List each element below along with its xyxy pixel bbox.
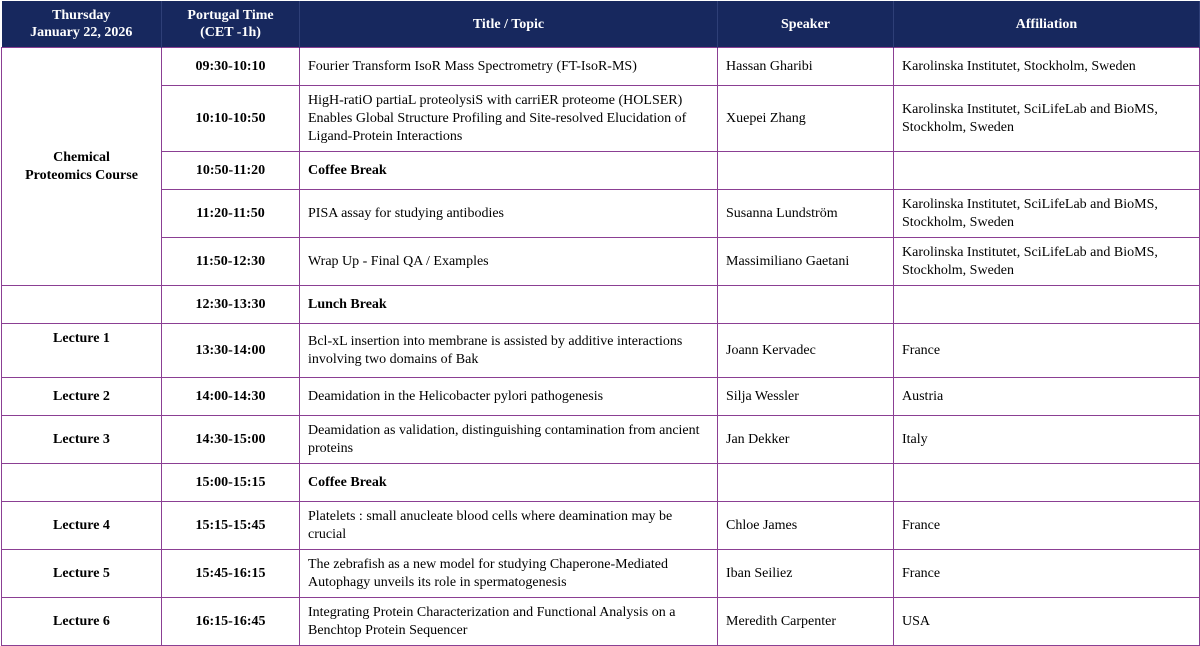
speaker-cell: Xuepei Zhang xyxy=(718,86,894,152)
speaker-cell: Susanna Lundström xyxy=(718,190,894,238)
topic-cell: Deamidation as validation, distinguishing contamination from ancient proteins xyxy=(300,416,718,464)
speaker-cell: Jan Dekker xyxy=(718,416,894,464)
header-topic: Title / Topic xyxy=(300,1,718,48)
speaker-cell: Joann Kervadec xyxy=(718,324,894,378)
affiliation-cell xyxy=(894,286,1200,324)
topic-cell: Platelets : small anucleate blood cells where deamination may be crucial xyxy=(300,502,718,550)
topic-cell: Bcl-xL insertion into membrane is assisted by additive interactions involving two domains of Bak xyxy=(300,324,718,378)
time-cell: 15:00-15:15 xyxy=(162,464,300,502)
affiliation-cell xyxy=(894,152,1200,190)
time-cell: 11:50-12:30 xyxy=(162,238,300,286)
topic-cell: Wrap Up - Final QA / Examples xyxy=(300,238,718,286)
header-day: Thursday January 22, 2026 xyxy=(2,1,162,48)
affiliation-cell: Karolinska Institutet, SciLifeLab and BioMS, Stockholm, Sweden xyxy=(894,86,1200,152)
topic-cell: The zebrafish as a new model for studying Chaperone-Mediated Autophagy unveils its role in spermatogenesis xyxy=(300,550,718,598)
header-time: Portugal Time (CET -1h) xyxy=(162,1,300,48)
session-cell-chemical-proteomics: Chemical Proteomics Course xyxy=(2,48,162,286)
speaker-cell: Hassan Gharibi xyxy=(718,48,894,86)
affiliation-cell: France xyxy=(894,502,1200,550)
time-cell: 15:45-16:15 xyxy=(162,550,300,598)
table-row xyxy=(2,378,1200,416)
session-cell: Lecture 5 xyxy=(2,550,162,598)
time-cell: 11:20-11:50 xyxy=(162,190,300,238)
time-cell: 15:15-15:45 xyxy=(162,502,300,550)
topic-cell: Fourier Transform IsoR Mass Spectrometry (FT-IsoR-MS) xyxy=(300,48,718,86)
affiliation-cell: USA xyxy=(894,598,1200,646)
session-cell: Lecture 3 xyxy=(2,416,162,464)
time-cell: 10:10-10:50 xyxy=(162,86,300,152)
table-row xyxy=(2,550,1200,598)
affiliation-cell xyxy=(894,464,1200,502)
table-row xyxy=(2,152,1200,190)
time-cell: 13:30-14:00 xyxy=(162,324,300,378)
break-cell: Coffee Break xyxy=(300,464,718,502)
time-cell: 14:00-14:30 xyxy=(162,378,300,416)
session-cell: Lecture 6 xyxy=(2,598,162,646)
affiliation-cell: France xyxy=(894,324,1200,378)
session-cell: Lecture 1 xyxy=(2,324,162,378)
time-cell: 12:30-13:30 xyxy=(162,286,300,324)
table-row xyxy=(2,238,1200,286)
header-affiliation: Affiliation xyxy=(894,1,1200,48)
affiliation-cell: Karolinska Institutet, SciLifeLab and BioMS, Stockholm, Sweden xyxy=(894,238,1200,286)
header-speaker: Speaker xyxy=(718,1,894,48)
time-cell: 14:30-15:00 xyxy=(162,416,300,464)
topic-cell: HigH-ratiO partiaL proteolysiS with carriER proteome (HOLSER) Enables Global Structure Profiling and Site-resolved Elucidation of Ligand-Protein Interactions xyxy=(300,86,718,152)
speaker-cell: Iban Seiliez xyxy=(718,550,894,598)
table-row xyxy=(2,286,1200,324)
table-row xyxy=(2,86,1200,152)
header-row xyxy=(2,1,1200,48)
time-cell: 09:30-10:10 xyxy=(162,48,300,86)
speaker-cell: Chloe James xyxy=(718,502,894,550)
topic-cell: Integrating Protein Characterization and Functional Analysis on a Benchtop Protein Sequencer xyxy=(300,598,718,646)
table-row xyxy=(2,324,1200,378)
speaker-cell xyxy=(718,464,894,502)
speaker-cell: Massimiliano Gaetani xyxy=(718,238,894,286)
speaker-cell: Silja Wessler xyxy=(718,378,894,416)
affiliation-cell: Austria xyxy=(894,378,1200,416)
session-cell xyxy=(2,464,162,502)
break-cell: Lunch Break xyxy=(300,286,718,324)
topic-cell: PISA assay for studying antibodies xyxy=(300,190,718,238)
table-row xyxy=(2,502,1200,550)
affiliation-cell: Karolinska Institutet, SciLifeLab and BioMS, Stockholm, Sweden xyxy=(894,190,1200,238)
speaker-cell xyxy=(718,286,894,324)
table-row xyxy=(2,48,1200,86)
speaker-cell: Meredith Carpenter xyxy=(718,598,894,646)
session-cell xyxy=(2,286,162,324)
session-cell: Lecture 4 xyxy=(2,502,162,550)
speaker-cell xyxy=(718,152,894,190)
table-row xyxy=(2,416,1200,464)
affiliation-cell: Karolinska Institutet, Stockholm, Sweden xyxy=(894,48,1200,86)
topic-cell: Deamidation in the Helicobacter pylori pathogenesis xyxy=(300,378,718,416)
schedule-table xyxy=(1,1,1200,646)
affiliation-cell: Italy xyxy=(894,416,1200,464)
time-cell: 16:15-16:45 xyxy=(162,598,300,646)
affiliation-cell: France xyxy=(894,550,1200,598)
table-row xyxy=(2,598,1200,646)
table-row xyxy=(2,464,1200,502)
session-cell: Lecture 2 xyxy=(2,378,162,416)
break-cell: Coffee Break xyxy=(300,152,718,190)
table-row xyxy=(2,190,1200,238)
time-cell: 10:50-11:20 xyxy=(162,152,300,190)
